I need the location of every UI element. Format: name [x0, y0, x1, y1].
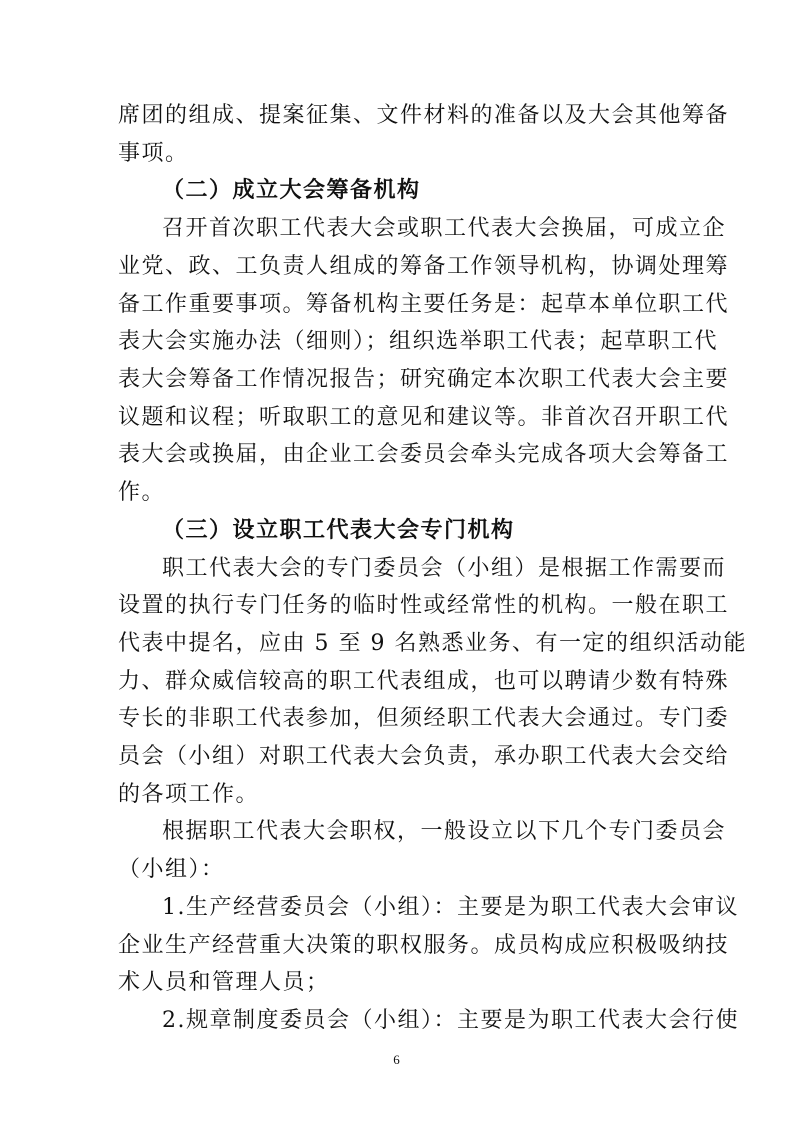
body-line: 术人员和管理人员；: [118, 970, 330, 995]
body-line: 根据职工代表大会职权，一般设立以下几个专门委员会: [162, 819, 727, 844]
list-item-2: 2.规章制度委员会（小组）：主要是为职工代表大会行使: [162, 1008, 739, 1033]
body-line: 表大会或换届，由企业工会委员会牵头完成各项大会筹备工: [118, 442, 730, 467]
body-line: 表大会筹备工作情况报告；研究确定本次职工代表大会主要: [118, 367, 730, 392]
section-heading-3: （三）设立职工代表大会专门机构: [162, 518, 515, 543]
body-line: 力、群众威信较高的职工代表组成，也可以聘请少数有特殊: [118, 669, 730, 694]
body-line: 的各项工作。: [118, 782, 260, 807]
body-line: 职工代表大会的专门委员会（小组）是根据工作需要而: [162, 556, 727, 581]
body-line: 事项。: [118, 141, 189, 166]
body-line: （小组）：: [118, 857, 225, 882]
body-line: 员会（小组）对职工代表大会负责，承办职工代表大会交给: [118, 744, 730, 769]
body-line: 专长的非职工代表参加，但须经职工代表大会通过。专门委: [118, 706, 730, 731]
list-item-1: 1.生产经营委员会（小组）：主要是为职工代表大会审议: [162, 895, 739, 920]
page-number: 6: [393, 1052, 400, 1067]
body-line: 代表中提名，应由 5 至 9 名熟悉业务、有一定的组织活动能: [118, 631, 747, 656]
body-line: 席团的组成、提案征集、文件材料的准备以及大会其他筹备: [118, 103, 730, 128]
body-line: 表大会实施办法（细则）；组织选举职工代表；起草职工代: [118, 329, 719, 354]
body-line: 企业生产经营重大决策的职权服务。成员构成应积极吸纳技: [118, 933, 730, 958]
body-line: 业党、政、工负责人组成的筹备工作领导机构，协调处理筹: [118, 254, 730, 279]
body-line: 设置的执行专门任务的临时性或经常性的机构。一般在职工: [118, 593, 730, 618]
body-line: 作。: [118, 480, 166, 505]
body-line: 备工作重要事项。筹备机构主要任务是：起草本单位职工代: [118, 292, 730, 317]
body-line: 议题和议程；听取职工的意见和建议等。非首次召开职工代: [118, 405, 730, 430]
section-heading-2: （二）成立大会筹备机构: [162, 178, 421, 203]
body-line: 召开首次职工代表大会或职工代表大会换届，可成立企: [162, 216, 727, 241]
